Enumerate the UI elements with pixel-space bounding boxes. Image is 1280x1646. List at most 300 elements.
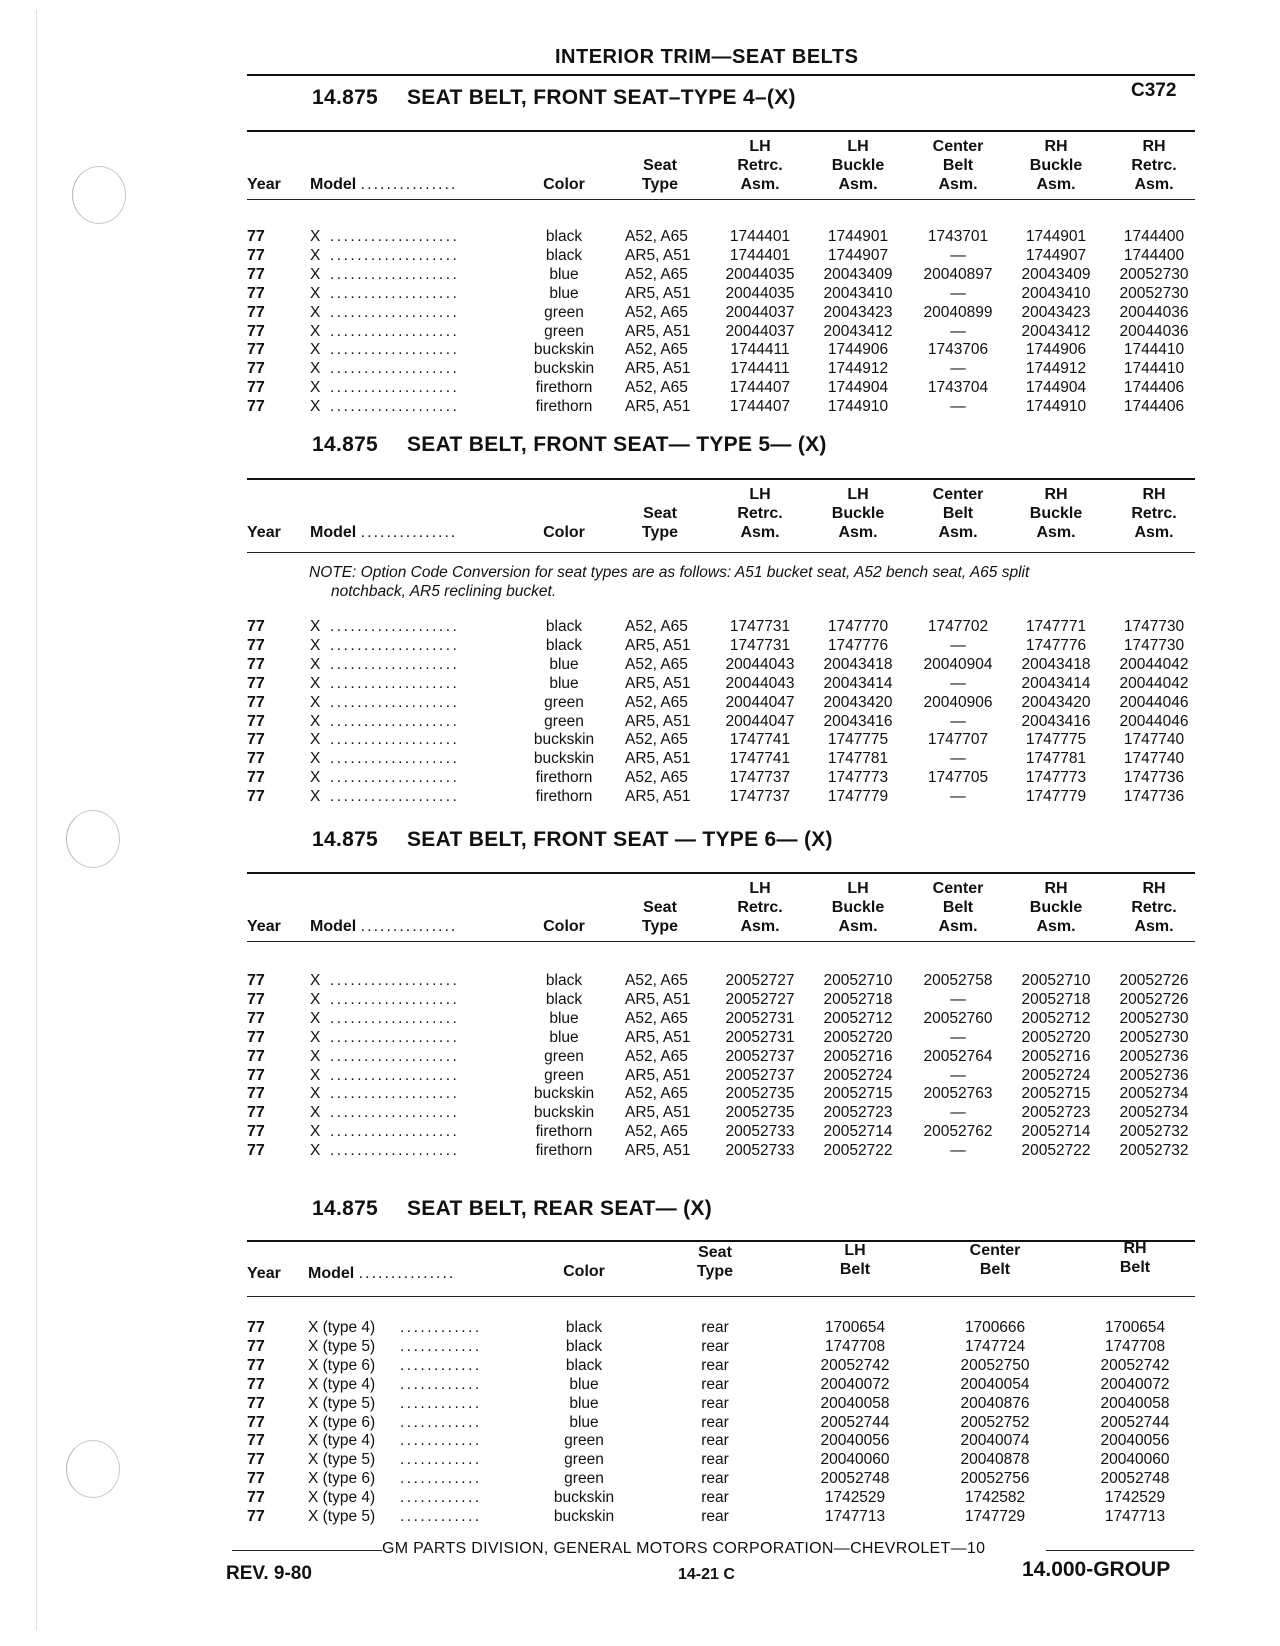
cell-model: X (type 6) <box>308 1413 376 1431</box>
cell-lh-buckle-asm: 20043412 <box>823 322 893 340</box>
cell-year: 77 <box>247 618 265 635</box>
cell-lh-retrc-asm: 1747737 <box>729 769 791 787</box>
cell-rh-belt: 20040058 <box>1100 1394 1170 1412</box>
cell-rh-buckle-asm: 1744904 <box>1025 379 1087 397</box>
cell-rh-buckle-asm: 20043410 <box>1021 284 1091 302</box>
col-header-lh-retrc-line: Retrc. <box>737 899 783 916</box>
cell-rh-belt: 20040056 <box>1100 1432 1170 1450</box>
col-header-lh-buckle-line: LH <box>847 880 869 897</box>
cell-color: black <box>545 618 583 635</box>
table-row <box>0 694 1280 713</box>
cell-model: X <box>310 990 321 1008</box>
cell-color: black <box>545 636 583 654</box>
cell-color: firethorn <box>535 1142 593 1160</box>
cell-center-belt: 20040054 <box>960 1375 1030 1393</box>
cell-lh-retrc-asm: 1744407 <box>729 398 791 416</box>
cell-seat-type: A52, A65 <box>625 972 688 989</box>
leader-dots: ................... <box>330 674 460 692</box>
col-header-rh-retrc-line: Asm. <box>1134 524 1174 541</box>
col-header-rh-retrc-line: RH <box>1142 880 1166 897</box>
leader-dots: ................... <box>330 712 460 730</box>
cell-model: X <box>310 1123 321 1141</box>
cell-year: 77 <box>247 1337 265 1355</box>
cell-rh-buckle-asm: 20052720 <box>1021 1028 1091 1046</box>
cell-center-belt-asm: 20040899 <box>923 303 993 321</box>
col-header-seat-type <box>620 504 700 542</box>
cell-seat-type: A52, A65 <box>625 769 688 787</box>
cell-seat-type: A52, A65 <box>625 693 688 711</box>
cell-center-belt-asm: 1743704 <box>927 379 989 397</box>
leader-dots: ................... <box>330 1028 460 1046</box>
cell-rh-retrc-asm: 20044036 <box>1119 303 1189 321</box>
cell-rh-retrc-asm: 1747736 <box>1123 788 1185 806</box>
cell-color: green <box>544 693 584 711</box>
leader-dots: ............ <box>400 1413 482 1431</box>
cell-model: X <box>310 1104 321 1122</box>
cell-seat-type: AR5, A51 <box>625 750 691 768</box>
cell-color: green <box>564 1432 604 1450</box>
leader-dots: ................... <box>330 1047 460 1065</box>
footer-text: GM PARTS DIVISION, GENERAL MOTORS CORPORATION—CHEVROLET—10 <box>382 1540 986 1557</box>
cell-color: firethorn <box>535 398 593 416</box>
col-header-lh-buckle-line: Buckle <box>831 157 885 174</box>
table-row <box>0 360 1280 379</box>
col-header-rh-buckle-line: Asm. <box>1036 918 1076 935</box>
leader-dots: ................... <box>330 769 460 787</box>
cell-year: 77 <box>247 1394 265 1412</box>
col-header-lh-buckle <box>813 879 903 936</box>
table-row <box>0 1067 1280 1086</box>
cell-center-belt-asm: — <box>950 712 966 730</box>
cell-rh-buckle-asm: 20043418 <box>1021 655 1091 673</box>
cell-lh-buckle-asm: 1747781 <box>827 750 889 768</box>
cell-seat-type: rear <box>701 1356 729 1374</box>
cell-center-belt: 20040074 <box>960 1432 1030 1450</box>
col-header-center-belt-line: Belt <box>942 505 974 522</box>
leader-dots: ................... <box>330 972 460 989</box>
cell-seat-type: AR5, A51 <box>625 1028 691 1046</box>
cell-seat-type: rear <box>701 1394 729 1412</box>
leader-dots: ............... <box>360 918 458 935</box>
col-header-seat-type-line: Seat <box>698 1244 732 1261</box>
leader-dots: ................... <box>330 693 460 711</box>
cell-seat-type: AR5, A51 <box>625 1104 691 1122</box>
header-rule-bottom <box>247 552 1195 553</box>
cell-seat-type: rear <box>701 1337 729 1355</box>
cell-lh-belt: 1700654 <box>824 1319 886 1336</box>
col-header-rh-retrc-line: Asm. <box>1134 918 1174 935</box>
section-title <box>312 86 796 110</box>
cell-rh-retrc-asm: 20052726 <box>1119 972 1189 989</box>
cell-lh-belt: 20040058 <box>820 1394 890 1412</box>
col-header-lh-retrc-line: LH <box>749 880 771 897</box>
cell-lh-buckle-asm: 1747770 <box>827 618 889 635</box>
leader-dots: ............ <box>400 1394 482 1412</box>
cell-year: 77 <box>247 1319 265 1336</box>
cell-seat-type: A52, A65 <box>625 655 688 673</box>
col-header-center-belt-line: Center <box>932 880 984 897</box>
cell-center-belt-asm: — <box>950 636 966 654</box>
table-row <box>0 323 1280 342</box>
cell-color: blue <box>569 1413 599 1431</box>
cell-rh-retrc-asm: 20052726 <box>1119 990 1189 1008</box>
col-header-lh-retrc-line: Retrc. <box>737 505 783 522</box>
cell-center-belt-asm: 20052760 <box>923 1009 993 1027</box>
cell-model: X <box>310 618 321 635</box>
cell-seat-type: AR5, A51 <box>625 636 691 654</box>
cell-center-belt-asm: — <box>950 322 966 340</box>
leader-dots: ................... <box>330 655 460 673</box>
cell-year: 77 <box>247 303 265 321</box>
cell-lh-buckle-asm: 1744912 <box>827 360 889 378</box>
col-header-seat-type-line: Type <box>641 524 679 541</box>
section-title <box>312 1197 712 1221</box>
cell-rh-buckle-asm: 20052712 <box>1021 1009 1091 1027</box>
col-header-lh-retrc-line: Retrc. <box>737 157 783 174</box>
cell-lh-retrc-asm: 20044035 <box>725 265 795 283</box>
col-header-rh-buckle-line: RH <box>1044 880 1068 897</box>
leader-dots: ............ <box>400 1508 482 1525</box>
cell-rh-buckle-asm: 20052723 <box>1021 1104 1091 1122</box>
cell-lh-buckle-asm: 20052722 <box>823 1142 893 1160</box>
col-header-seat-type <box>620 898 700 936</box>
header-rule-top <box>247 872 1195 874</box>
cell-rh-belt: 20052744 <box>1100 1413 1170 1431</box>
cell-center-belt: 20052756 <box>960 1470 1030 1488</box>
cell-color: blue <box>569 1394 599 1412</box>
table-row <box>0 398 1280 417</box>
cell-year: 77 <box>247 246 265 264</box>
cell-model: X <box>310 674 321 692</box>
col-header-model <box>310 523 457 542</box>
cell-lh-retrc-asm: 20052731 <box>725 1009 795 1027</box>
cell-model: X <box>310 265 321 283</box>
cell-rh-buckle-asm: 20052718 <box>1021 990 1091 1008</box>
col-header-rh-buckle-line: Asm. <box>1036 524 1076 541</box>
cell-lh-retrc-asm: 20044037 <box>725 322 795 340</box>
cell-color: green <box>544 1047 584 1065</box>
cell-center-belt-asm: — <box>950 788 966 806</box>
col-header-center-belt <box>912 485 1004 542</box>
cell-lh-buckle-asm: 1744901 <box>827 228 889 245</box>
cell-seat-type: A52, A65 <box>625 731 688 749</box>
leader-dots: ............ <box>400 1375 482 1393</box>
cell-rh-retrc-asm: 20052730 <box>1119 265 1189 283</box>
cell-lh-buckle-asm: 20043414 <box>823 674 893 692</box>
section-number: 14.875 <box>312 1197 379 1220</box>
col-header-color: Color <box>563 1263 605 1280</box>
section-number: 14.875 <box>312 828 379 851</box>
cell-lh-retrc-asm: 1744401 <box>729 246 791 264</box>
col-header-center-belt <box>912 879 1004 936</box>
col-header-model-label: Model <box>310 176 357 193</box>
col-header-year: Year <box>247 524 281 541</box>
cell-model: X (type 5) <box>308 1451 376 1469</box>
cell-rh-buckle-asm: 1747776 <box>1025 636 1087 654</box>
col-header-center-belt-line: Belt <box>942 899 974 916</box>
cell-model: X <box>310 1066 321 1084</box>
cell-lh-buckle-asm: 20043416 <box>823 712 893 730</box>
cell-rh-retrc-asm: 20052730 <box>1119 1009 1189 1027</box>
col-header-center-belt-line: Asm. <box>938 918 978 935</box>
cell-lh-retrc-asm: 20044043 <box>725 674 795 692</box>
cell-year: 77 <box>247 1142 265 1160</box>
cell-lh-belt: 1747713 <box>824 1508 886 1525</box>
leader-dots: ............ <box>400 1319 482 1336</box>
cell-seat-type: rear <box>701 1451 729 1469</box>
cell-year: 77 <box>247 674 265 692</box>
cell-lh-retrc-asm: 20052733 <box>725 1123 795 1141</box>
cell-year: 77 <box>247 636 265 654</box>
cell-model: X <box>310 379 321 397</box>
cell-rh-buckle-asm: 20052724 <box>1021 1066 1091 1084</box>
cell-center-belt-asm: — <box>950 284 966 302</box>
cell-model: X <box>310 769 321 787</box>
cell-rh-retrc-asm: 1747740 <box>1123 731 1185 749</box>
col-header-rh-belt <box>1080 1239 1190 1277</box>
cell-seat-type: rear <box>701 1432 729 1450</box>
cell-lh-retrc-asm: 20052731 <box>725 1028 795 1046</box>
cell-color: buckskin <box>533 731 595 749</box>
col-header-model-label: Model <box>308 1265 355 1282</box>
cell-color: green <box>564 1451 604 1469</box>
col-header-lh-belt <box>800 1241 910 1279</box>
col-header-lh-buckle <box>813 485 903 542</box>
binder-hole <box>66 810 120 868</box>
cell-seat-type: A52, A65 <box>625 1085 688 1103</box>
table-row <box>0 769 1280 788</box>
leader-dots: ................... <box>330 265 460 283</box>
cell-model: X (type 4) <box>308 1489 376 1507</box>
footer-rule-left <box>232 1550 382 1551</box>
col-header-color: Color <box>543 918 585 935</box>
col-header-center-belt-line: Asm. <box>938 176 978 193</box>
cell-year: 77 <box>247 1451 265 1469</box>
table-row <box>0 1029 1280 1048</box>
cell-center-belt-asm: 20052758 <box>923 972 993 989</box>
col-header-lh-retrc-line: Asm. <box>740 918 780 935</box>
cell-rh-retrc-asm: 20052734 <box>1119 1104 1189 1122</box>
cell-center-belt: 20040876 <box>960 1394 1030 1412</box>
leader-dots: ................... <box>330 636 460 654</box>
cell-center-belt-asm: 1743706 <box>927 341 989 359</box>
cell-model: X <box>310 788 321 806</box>
col-header-seat-type-line: Seat <box>643 157 677 174</box>
cell-lh-buckle-asm: 1744907 <box>827 246 889 264</box>
cell-lh-buckle-asm: 20052718 <box>823 990 893 1008</box>
header-rule-bottom <box>247 1296 1195 1297</box>
table-row <box>0 1085 1280 1104</box>
cell-rh-retrc-asm: 1744406 <box>1123 398 1185 416</box>
col-header-center-belt-line: Belt <box>979 1261 1011 1278</box>
leader-dots: ............ <box>400 1432 482 1450</box>
cell-lh-buckle-asm: 20043409 <box>823 265 893 283</box>
col-header-seat-type-line: Seat <box>643 505 677 522</box>
leader-dots: ................... <box>330 322 460 340</box>
table-row <box>0 266 1280 285</box>
table-row <box>0 1338 1280 1357</box>
cell-lh-retrc-asm: 1744411 <box>730 341 790 359</box>
cell-rh-belt: 1700654 <box>1104 1319 1166 1336</box>
cell-rh-retrc-asm: 1747730 <box>1123 618 1185 635</box>
table-row <box>0 1489 1280 1508</box>
cell-model: X <box>310 1028 321 1046</box>
col-header-lh-retrc-line: Asm. <box>740 524 780 541</box>
title-rule <box>247 74 1195 76</box>
cell-seat-type: A52, A65 <box>625 1047 688 1065</box>
cell-year: 77 <box>247 1104 265 1122</box>
header-rule-bottom <box>247 199 1195 200</box>
cell-lh-buckle-asm: 20052723 <box>823 1104 893 1122</box>
note-line-2: notchback, AR5 reclining bucket. <box>331 583 557 600</box>
cell-model: X (type 6) <box>308 1470 376 1488</box>
cell-lh-retrc-asm: 20052737 <box>725 1066 795 1084</box>
cell-lh-buckle-asm: 1747776 <box>827 636 889 654</box>
cell-lh-retrc-asm: 20052733 <box>725 1142 795 1160</box>
header-rule-bottom <box>247 941 1195 942</box>
cell-rh-buckle-asm: 20043412 <box>1021 322 1091 340</box>
cell-lh-belt: 20052742 <box>820 1356 890 1374</box>
cell-color: black <box>565 1337 603 1355</box>
cell-seat-type: rear <box>701 1470 729 1488</box>
cell-model: X <box>310 712 321 730</box>
cell-year: 77 <box>247 1066 265 1084</box>
col-header-year: Year <box>247 176 281 193</box>
col-header-seat-type-line: Type <box>641 918 679 935</box>
cell-seat-type: A52, A65 <box>625 228 688 245</box>
cell-year: 77 <box>247 1085 265 1103</box>
col-header-seat-type <box>620 156 700 194</box>
cell-model: X (type 4) <box>308 1432 376 1450</box>
cell-lh-retrc-asm: 20052737 <box>725 1047 795 1065</box>
cell-seat-type: AR5, A51 <box>625 246 691 264</box>
cell-seat-type: A52, A65 <box>625 379 688 397</box>
cell-year: 77 <box>247 972 265 989</box>
cell-lh-retrc-asm: 20052735 <box>725 1104 795 1122</box>
cell-rh-buckle-asm: 20052715 <box>1021 1085 1091 1103</box>
cell-rh-buckle-asm: 1744910 <box>1025 398 1087 416</box>
cell-rh-retrc-asm: 20044042 <box>1119 674 1189 692</box>
cell-color: blue <box>569 1375 599 1393</box>
cell-seat-type: A52, A65 <box>625 1009 688 1027</box>
cell-rh-buckle-asm: 20043420 <box>1021 693 1091 711</box>
col-header-rh-retrc <box>1108 137 1200 194</box>
col-header-rh-buckle <box>1010 879 1102 936</box>
cell-rh-buckle-asm: 1744912 <box>1025 360 1087 378</box>
col-header-center-belt-line: Asm. <box>938 524 978 541</box>
col-header-lh-retrc-line: LH <box>749 138 771 155</box>
col-header-rh-buckle-line: Buckle <box>1029 157 1083 174</box>
cell-color: black <box>565 1319 603 1336</box>
cell-color: blue <box>549 655 579 673</box>
cell-lh-buckle-asm: 20043423 <box>823 303 893 321</box>
cell-rh-retrc-asm: 1747736 <box>1123 769 1185 787</box>
col-header-rh-buckle-line: Asm. <box>1036 176 1076 193</box>
cell-seat-type: A52, A65 <box>625 265 688 283</box>
table-row <box>0 228 1280 247</box>
leader-dots: ................... <box>330 398 460 416</box>
cell-center-belt-asm: 20040906 <box>923 693 993 711</box>
cell-rh-belt: 20052748 <box>1100 1470 1170 1488</box>
cell-lh-belt: 20040072 <box>820 1375 890 1393</box>
cell-seat-type: A52, A65 <box>625 303 688 321</box>
cell-year: 77 <box>247 284 265 302</box>
cell-seat-type: AR5, A51 <box>625 360 691 378</box>
leader-dots: ................... <box>330 990 460 1008</box>
cell-color: firethorn <box>535 769 593 787</box>
cell-rh-retrc-asm: 1747730 <box>1123 636 1185 654</box>
cell-color: buckskin <box>533 360 595 378</box>
cell-color: black <box>545 972 583 989</box>
col-header-center-belt-line: Belt <box>942 157 974 174</box>
cell-year: 77 <box>247 990 265 1008</box>
cell-lh-buckle-asm: 20052714 <box>823 1123 893 1141</box>
cell-seat-type: AR5, A51 <box>625 788 691 806</box>
cell-year: 77 <box>247 1470 265 1488</box>
table-row <box>0 750 1280 769</box>
header-rule-top <box>247 130 1195 132</box>
col-header-rh-retrc-line: Retrc. <box>1131 899 1177 916</box>
cell-rh-retrc-asm: 20052736 <box>1119 1047 1189 1065</box>
col-header-model <box>310 175 457 194</box>
cell-model: X <box>310 1142 321 1160</box>
col-header-year: Year <box>247 1265 281 1282</box>
cell-lh-retrc-asm: 1747731 <box>729 618 791 635</box>
col-header-lh-retrc <box>715 485 805 542</box>
table-row <box>0 788 1280 807</box>
cell-seat-type: AR5, A51 <box>625 322 691 340</box>
cell-year: 77 <box>247 360 265 378</box>
cell-year: 77 <box>247 712 265 730</box>
col-header-lh-buckle <box>813 137 903 194</box>
cell-color: firethorn <box>535 379 593 397</box>
table-row <box>0 618 1280 637</box>
leader-dots: ................... <box>330 618 460 635</box>
cell-center-belt-asm: — <box>950 398 966 416</box>
cell-rh-buckle-asm: 1747775 <box>1025 731 1087 749</box>
cell-color: blue <box>549 284 579 302</box>
cell-color: blue <box>549 674 579 692</box>
table-row <box>0 1048 1280 1067</box>
cell-rh-buckle-asm: 20052714 <box>1021 1123 1091 1141</box>
table-row <box>0 1432 1280 1451</box>
leader-dots: ............ <box>400 1451 482 1469</box>
col-header-rh-retrc-line: RH <box>1142 138 1166 155</box>
table-row <box>0 1395 1280 1414</box>
cell-color: green <box>544 1066 584 1084</box>
table-row <box>0 675 1280 694</box>
col-header-color: Color <box>543 176 585 193</box>
cell-model: X <box>310 1047 321 1065</box>
cell-center-belt-asm: — <box>950 1028 966 1046</box>
cell-year: 77 <box>247 265 265 283</box>
table-row <box>0 972 1280 991</box>
cell-rh-retrc-asm: 20052730 <box>1119 1028 1189 1046</box>
table-row <box>0 637 1280 656</box>
col-header-rh-retrc-line: Asm. <box>1134 176 1174 193</box>
cell-color: blue <box>549 265 579 283</box>
col-header-rh-belt-line: Belt <box>1119 1259 1151 1276</box>
cell-rh-retrc-asm: 1747740 <box>1123 750 1185 768</box>
cell-year: 77 <box>247 1413 265 1431</box>
leader-dots: ................... <box>330 1066 460 1084</box>
cell-lh-buckle-asm: 20043410 <box>823 284 893 302</box>
cell-model: X <box>310 303 321 321</box>
cell-year: 77 <box>247 1489 265 1507</box>
cell-year: 77 <box>247 1028 265 1046</box>
cell-model: X (type 5) <box>308 1337 376 1355</box>
col-header-lh-buckle-line: Buckle <box>831 899 885 916</box>
